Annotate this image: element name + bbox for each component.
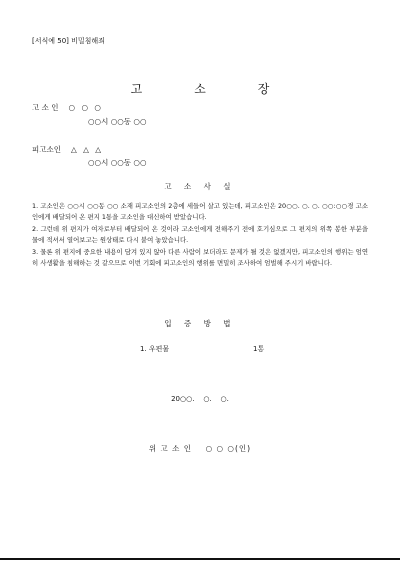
evidence-heading: 입 증 방 법: [164, 319, 236, 328]
filing-date: 20○○. ○. ○.: [171, 395, 229, 403]
bottom-rule: [0, 558, 400, 560]
facts-heading: 고 소 사 실: [164, 182, 236, 191]
facts-body: [32, 201, 368, 269]
title-char-1: 고: [130, 82, 143, 96]
fact-paragraph-2: 2. 그런데 위 편지가 여자로부터 배달되어 온 것이라 고소인에게 전해주기 전에 호기심으로 그 편지의 위쪽 봉한 부분을 물에 적셔서 열어보고는 원상태로 다시 붙여 놓았습니다.: [32, 224, 368, 245]
signature-line: 위 고 소 인 ○ ○ ○(인): [148, 444, 252, 453]
evidence-item: 1. 우편물: [140, 345, 170, 353]
accused-row: [32, 144, 103, 155]
complainant-name: ○ ○ ○: [68, 103, 103, 112]
accused-address: ○○시 ○○동 ○○: [88, 158, 147, 167]
accused-name: △ △ △: [70, 145, 104, 154]
title-char-3: 장: [257, 82, 270, 96]
fact-paragraph-1: 1. 고소인은 ○○시 ○○동 ○○ 소재 피고소인의 2층에 세들어 살고 있는데, 피고소인은 20○○. ○. ○. ○○:○○경 고소인에게 배달되어 온 편지 1통을 고소인을 대신하여 받았습니다.: [32, 202, 368, 222]
title-char-2: 소: [194, 82, 206, 96]
document-title: [0, 80, 400, 97]
fact-paragraph-3: 3. 물론 위 편지에 중요한 내용이 담겨 있지 않아 다른 사람이 보더라도 문제가 될 것은 없겠지만, 피고소인의 행위는 엄연히 사생활을 침해하는 것 같으므로 이번 기회에 피고소인의 행위를 면밀히 조사하여 엄벌해 주시기 바랍니다.: [32, 247, 368, 268]
form-number: [서식예 50] 비밀침해죄: [32, 37, 105, 45]
accused-label: 피고소인: [32, 145, 61, 154]
evidence-count: 1통: [253, 345, 265, 353]
complainant-row: [32, 102, 103, 113]
complainant-address: ○○시 ○○동 ○○: [88, 117, 147, 126]
complainant-label: 고 소 인: [32, 103, 59, 112]
